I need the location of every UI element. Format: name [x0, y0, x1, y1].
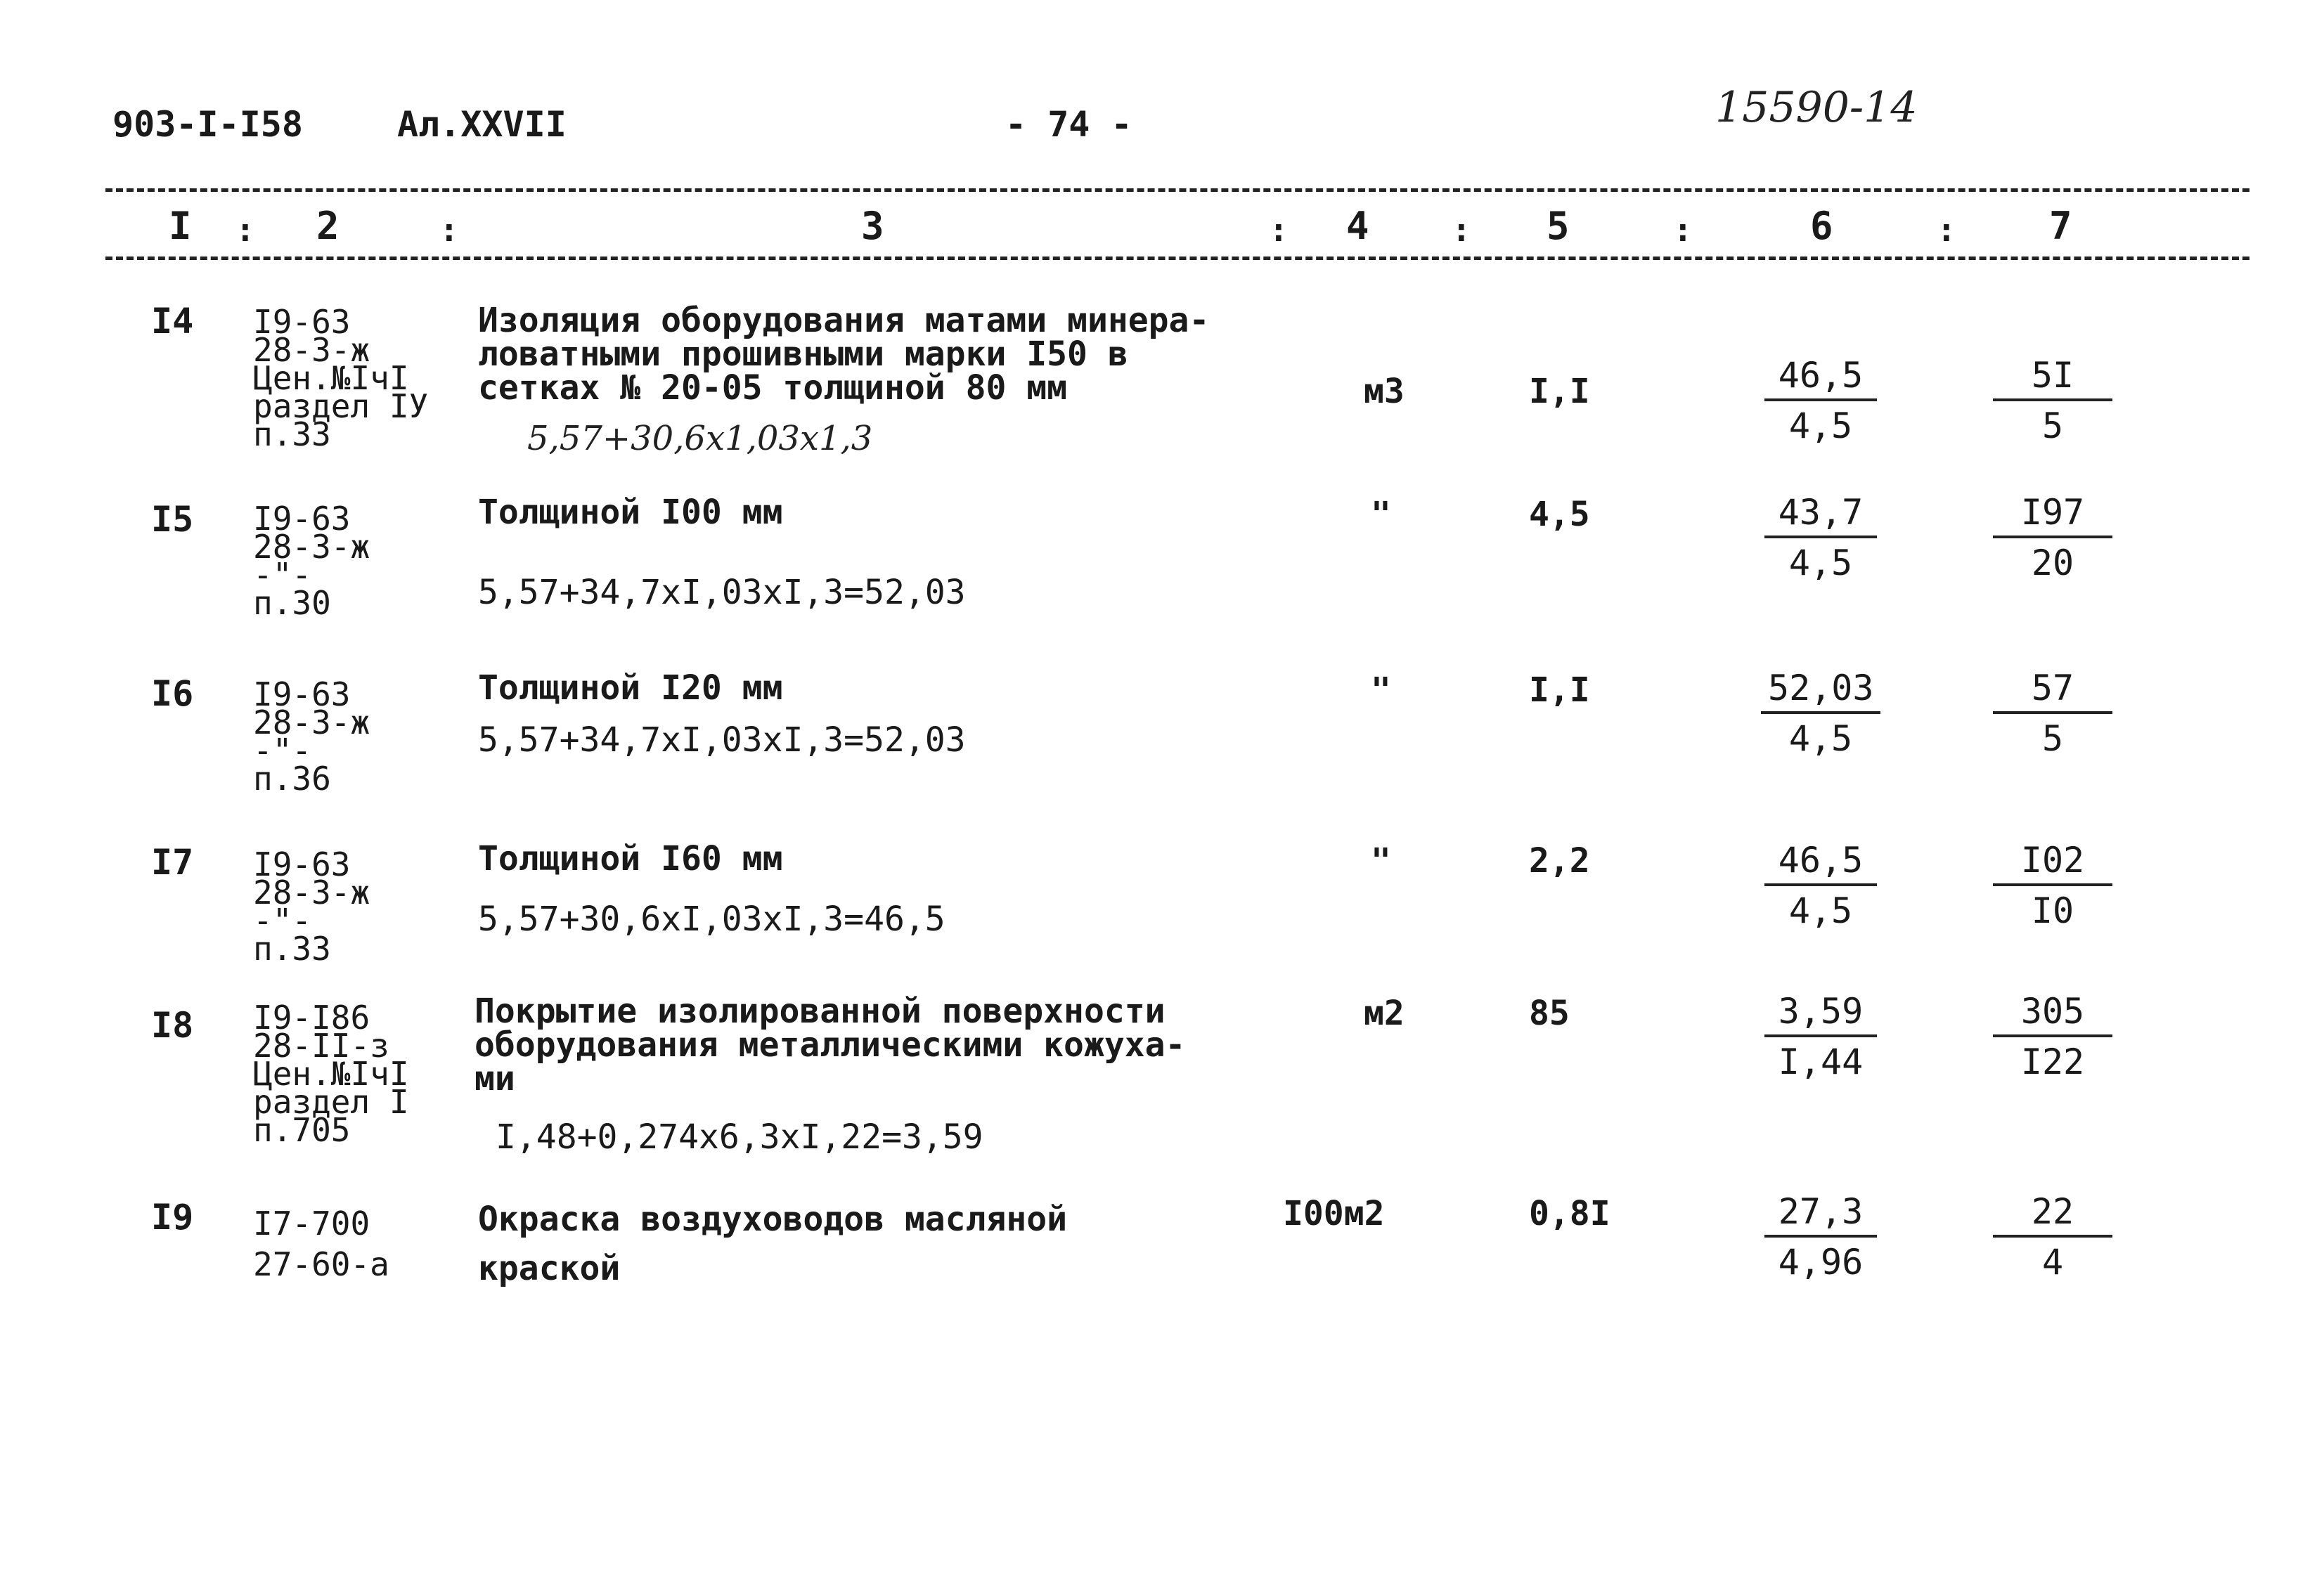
calculation: I,48+0,274х6,3хI,22=3,59 [496, 1117, 983, 1157]
price-fraction: $\frac{27,3}{4,96}$ [1764, 1191, 1877, 1283]
handwritten-reference: 15590-14 [1715, 83, 1918, 132]
unit: м3 [1364, 372, 1405, 411]
cost-fraction: $\frac{22}{4}$ [1993, 1191, 2112, 1283]
row-number: I4 [151, 301, 194, 342]
unit: м2 [1364, 994, 1405, 1033]
work-description: Окраска воздуховодов масляной краской [478, 1200, 1068, 1288]
price-fraction: $\frac{43,7}{4,5}$ [1764, 492, 1877, 583]
work-description: Изоляция оборудования матами минера- ловатными прошивными марки I50 в сетках № 20-05 толщиной 80 мм [478, 301, 1210, 408]
norm-code: I7-700 27-60-а [253, 1205, 389, 1283]
row-number: I7 [151, 842, 194, 883]
column-separator: : [439, 211, 459, 249]
row-number: I9 [151, 1197, 194, 1238]
cost-fraction: $\frac{305}{I22}$ [1993, 991, 2112, 1082]
price-fraction: $\frac{3,59}{I,44}$ [1764, 991, 1877, 1082]
document-code: 903-I-I58 [112, 104, 303, 145]
work-description: Толщиной I60 мм [478, 839, 783, 878]
column-header-5: 5 [1547, 204, 1570, 248]
header-rule-top [105, 188, 2249, 192]
price-fraction: $\frac{46,5}{4,5}$ [1764, 355, 1877, 446]
cost-fraction: $\frac{57}{5}$ [1993, 668, 2112, 759]
cost-fraction: $\frac{5I}{5}$ [1993, 355, 2112, 446]
column-separator: : [1937, 211, 1956, 249]
calculation: 5,57+30,6хI,03хI,3=46,5 [478, 900, 945, 939]
header-rule-bottom [105, 257, 2249, 260]
unit-ditto: " [1371, 670, 1391, 710]
norm-code: I9-63 28-3-ж -"- п.33 [253, 845, 370, 968]
unit-ditto: " [1371, 495, 1391, 534]
cost-fraction: $\frac{I97}{20}$ [1993, 492, 2112, 583]
cost-fraction: $\frac{I02}{I0}$ [1993, 840, 2112, 931]
quantity: 2,2 [1529, 841, 1590, 881]
quantity: 85 [1529, 994, 1570, 1033]
calculation-handwritten: 5,57+30,6х1,03х1,3 [527, 419, 873, 458]
work-description: Толщиной I00 мм [478, 493, 783, 532]
work-description: Толщиной I20 мм [478, 668, 783, 708]
unit: I00м2 [1283, 1194, 1385, 1233]
quantity: 0,8I [1529, 1194, 1610, 1233]
column-separator: : [1452, 211, 1471, 249]
column-separator: : [235, 211, 255, 249]
column-header-4: 4 [1346, 204, 1369, 248]
row-number: I6 [151, 673, 194, 714]
calculation: 5,57+34,7хI,03хI,3=52,03 [478, 573, 966, 612]
norm-code: I9-63 28-3-ж Цен.№IчI раздел IУ п.33 [253, 303, 429, 453]
calculation: 5,57+34,7хI,03хI,3=52,03 [478, 720, 966, 760]
unit-ditto: " [1371, 841, 1391, 881]
norm-code: I9-I86 28-II-з Цен.№IчI раздел I п.705 [253, 999, 409, 1149]
price-fraction: $\frac{46,5}{4,5}$ [1764, 840, 1877, 931]
album-number: Ал.ХХVII [397, 104, 567, 145]
row-number: I5 [151, 499, 194, 540]
quantity: I,I [1529, 372, 1590, 411]
column-header-2: 2 [316, 204, 340, 248]
row-number: I8 [151, 1005, 194, 1046]
column-header-3: 3 [861, 204, 884, 248]
column-separator: : [1269, 211, 1289, 249]
column-header-1: I [169, 204, 192, 248]
column-header-7: 7 [2049, 204, 2072, 248]
price-fraction: $\frac{52,03}{4,5}$ [1761, 668, 1880, 759]
work-description: Покрытие изолированной поверхности оборудования металлическими кожуха- ми [475, 992, 1186, 1098]
quantity: 4,5 [1529, 495, 1590, 534]
quantity: I,I [1529, 670, 1590, 710]
norm-code: I9-63 28-3-ж -"- п.30 [253, 500, 370, 622]
norm-code: I9-63 28-3-ж -"- п.36 [253, 675, 370, 798]
column-header-6: 6 [1810, 204, 1833, 248]
page-number: - 74 - [1005, 104, 1132, 145]
column-separator: : [1673, 211, 1693, 249]
